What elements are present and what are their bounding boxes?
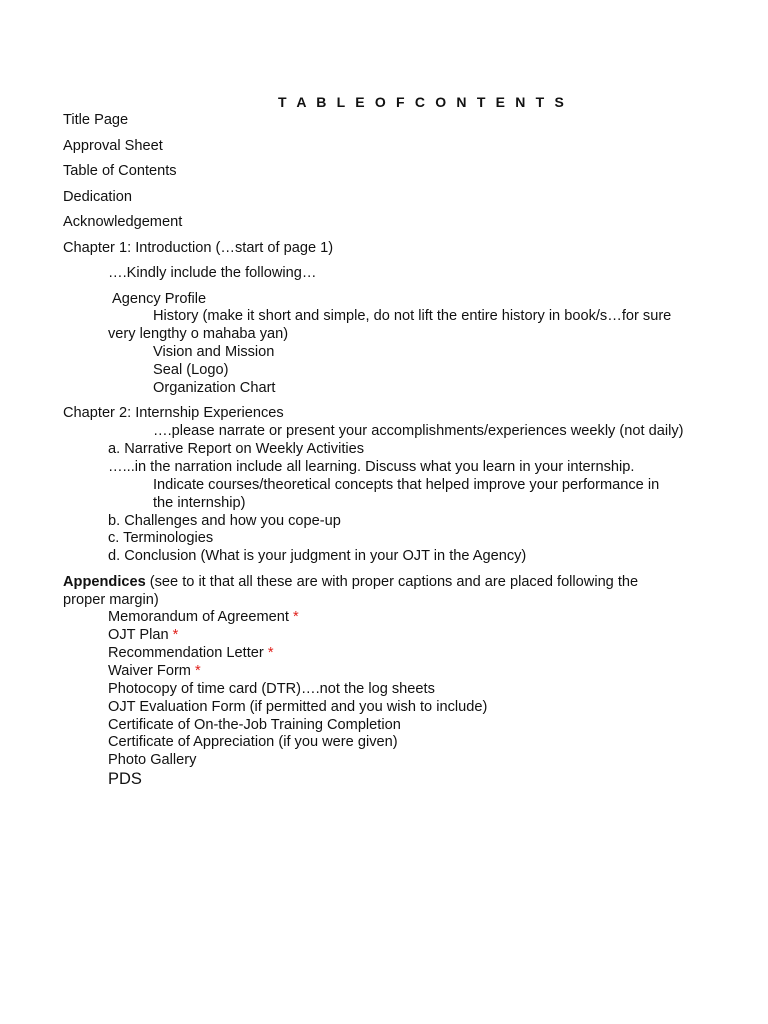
chapter2-item-d: d. Conclusion (What is your judgment in your OJT in the Agency) bbox=[108, 548, 527, 564]
toc-item-approval-sheet: Approval Sheet bbox=[63, 138, 163, 154]
vision-and-mission: Vision and Mission bbox=[153, 344, 275, 360]
chapter2-item-c: c. Terminologies bbox=[108, 530, 214, 546]
toc-item-table-of-contents: Table of Contents bbox=[63, 163, 177, 179]
required-marker: * bbox=[267, 645, 274, 661]
appendix-item: OJT Evaluation Form (if permitted and you wish to include) bbox=[108, 699, 488, 715]
appendix-item-label: Waiver Form bbox=[108, 663, 191, 679]
organization-chart: Organization Chart bbox=[153, 380, 276, 396]
history-line-2: very lengthy o mahaba yan) bbox=[108, 326, 289, 342]
appendix-item-label: Memorandum of Agreement bbox=[108, 609, 289, 625]
chapter2-item-b: b. Challenges and how you cope-up bbox=[108, 513, 341, 529]
chapter2-heading: Chapter 2: Internship Experiences bbox=[63, 405, 284, 421]
chapter1-note: ….Kindly include the following… bbox=[108, 265, 317, 281]
appendix-item-label: OJT Plan bbox=[108, 627, 169, 643]
narration-line-3: the internship) bbox=[153, 495, 246, 511]
narration-line-2: Indicate courses/theoretical concepts that helped improve your performance in bbox=[153, 477, 660, 493]
required-marker: * bbox=[292, 609, 299, 625]
appendix-item-label: Recommendation Letter bbox=[108, 645, 264, 661]
appendix-item bbox=[108, 626, 178, 644]
appendices-note-line-2: proper margin) bbox=[63, 592, 159, 608]
appendix-item: Photocopy of time card (DTR)….not the log sheets bbox=[108, 681, 435, 697]
chapter2-note: ….please narrate or present your accomplishments/experiences weekly (not daily) bbox=[153, 423, 684, 439]
appendix-item: Certificate of Appreciation (if you were given) bbox=[108, 734, 398, 750]
toc-item-dedication: Dedication bbox=[63, 189, 132, 205]
appendices-heading: Appendices bbox=[63, 574, 146, 590]
appendices-note: (see to it that all these are with proper captions and are placed following the bbox=[145, 574, 639, 590]
seal-logo: Seal (Logo) bbox=[153, 362, 229, 378]
chapter2-item-a: a. Narrative Report on Weekly Activities bbox=[108, 441, 365, 457]
appendix-item: Certificate of On-the-Job Training Completion bbox=[108, 717, 401, 733]
chapter1-heading: Chapter 1: Introduction (…start of page 1) bbox=[63, 240, 334, 256]
appendices-heading-line bbox=[63, 573, 638, 591]
appendix-item bbox=[108, 662, 201, 680]
narration-line-1: …...in the narration include all learning. Discuss what you learn in your internship. bbox=[108, 459, 635, 475]
appendix-item bbox=[108, 644, 274, 662]
agency-profile: Agency Profile bbox=[112, 291, 207, 307]
appendix-item: Photo Gallery bbox=[108, 752, 197, 768]
page-title: T A B L E O F C O N T E N T S bbox=[278, 94, 568, 110]
required-marker: * bbox=[195, 663, 201, 679]
appendix-item: PDS bbox=[108, 770, 142, 788]
toc-item-title-page: Title Page bbox=[63, 112, 129, 128]
required-marker: * bbox=[172, 627, 179, 643]
toc-item-acknowledgement: Acknowledgement bbox=[63, 214, 183, 230]
appendix-item bbox=[108, 608, 299, 626]
history-line-1: History (make it short and simple, do not lift the entire history in book/s…for sure bbox=[153, 308, 672, 324]
